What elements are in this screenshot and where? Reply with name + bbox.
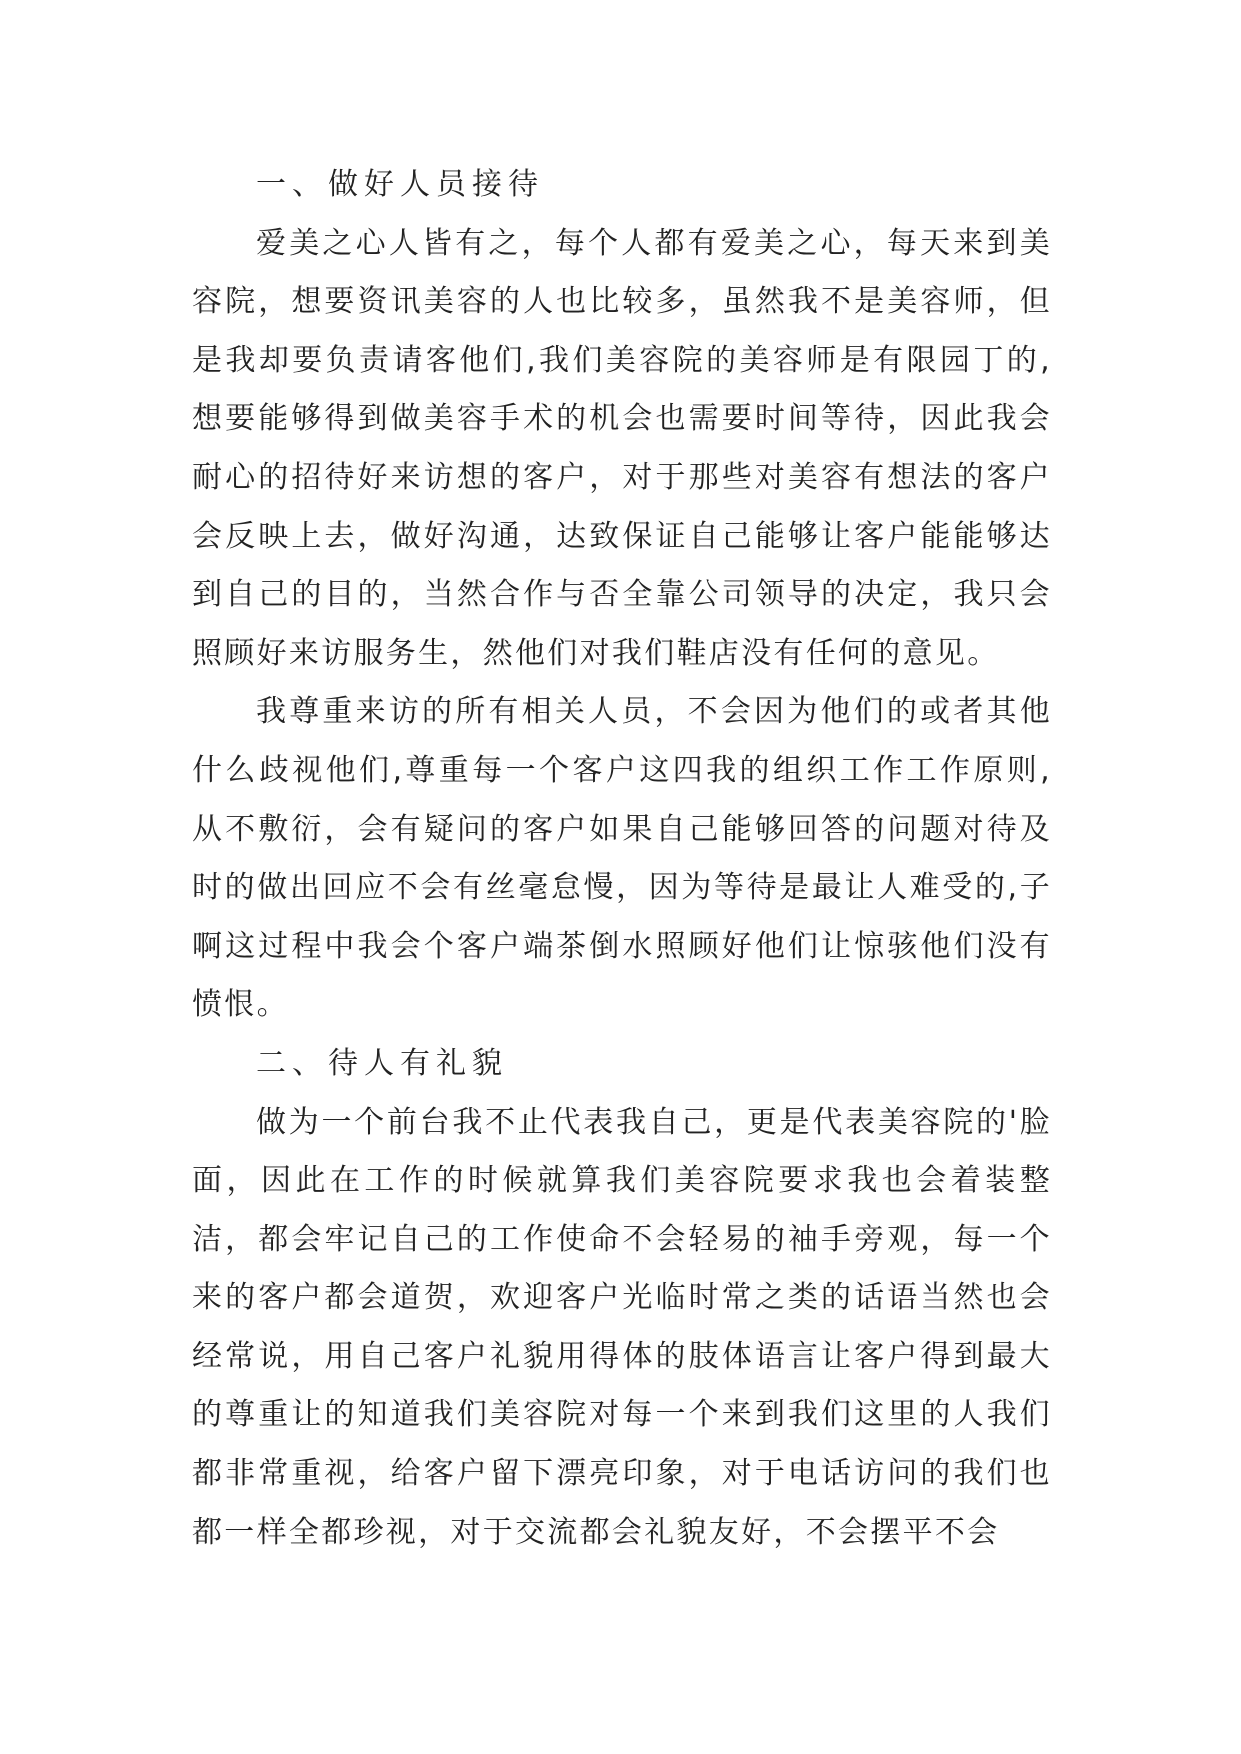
paragraph-3: 做为一个前台我不止代表我自己，更是代表美容院的'脸面，因此在工作的时候就算我们美容院要求我也会着装整洁，都会牢记自己的工作使命不会轻易的袖手旁观，每一个来的客户都会道贺，欢迎客户光临时常之类的话语当然也会经常说，用自己客户礼貌用得体的肢体语言让客户得到最大的尊重让的知道我们美容院对每一个来到我们这里的人我们都非常重视，给客户留下漂亮印象，对于电话访问的我们也都一样全都珍视，对于交流都会礼貌友好，不会摆平不会 — [192, 1104, 1052, 1550]
document-body — [192, 156, 1052, 1562]
section-heading-1: 一、做好人员接待 — [256, 167, 544, 202]
paragraph-2: 我尊重来访的所有相关人员，不会因为他们的或者其他什么歧视他们,尊重每一个客户这四我的组织工作工作原则,从不敷衍，会有疑问的客户如果自己能够回答的问题对待及时的做出回应不会有丝毫怠慢，因为等待是最让人难受的,子啊这过程中我会个客户端茶倒水照顾好他们让惊骇他们没有愤恨。 — [192, 694, 1052, 1023]
section-heading-2: 二、待人有礼貌 — [256, 1045, 508, 1081]
paragraph-1: 爱美之心人皆有之，每个人都有爱美之心，每天来到美容院，想要资讯美容的人也比较多，虽然我不是美容师，但是我却要负责请客他们,我们美容院的美容师是有限园丁的,想要能够得到做美容手术的机会也需要时间等待，因此我会耐心的招待好来访想的客户，对于那些对美容有想法的客户会反映上去，做好沟通，达致保证自己能够让客户能能够达到自己的目的，当然合作与否全靠公司领导的决定，我只会照顾好来访服务生，然他们对我们鞋店没有任何的意见。 — [192, 225, 1052, 671]
